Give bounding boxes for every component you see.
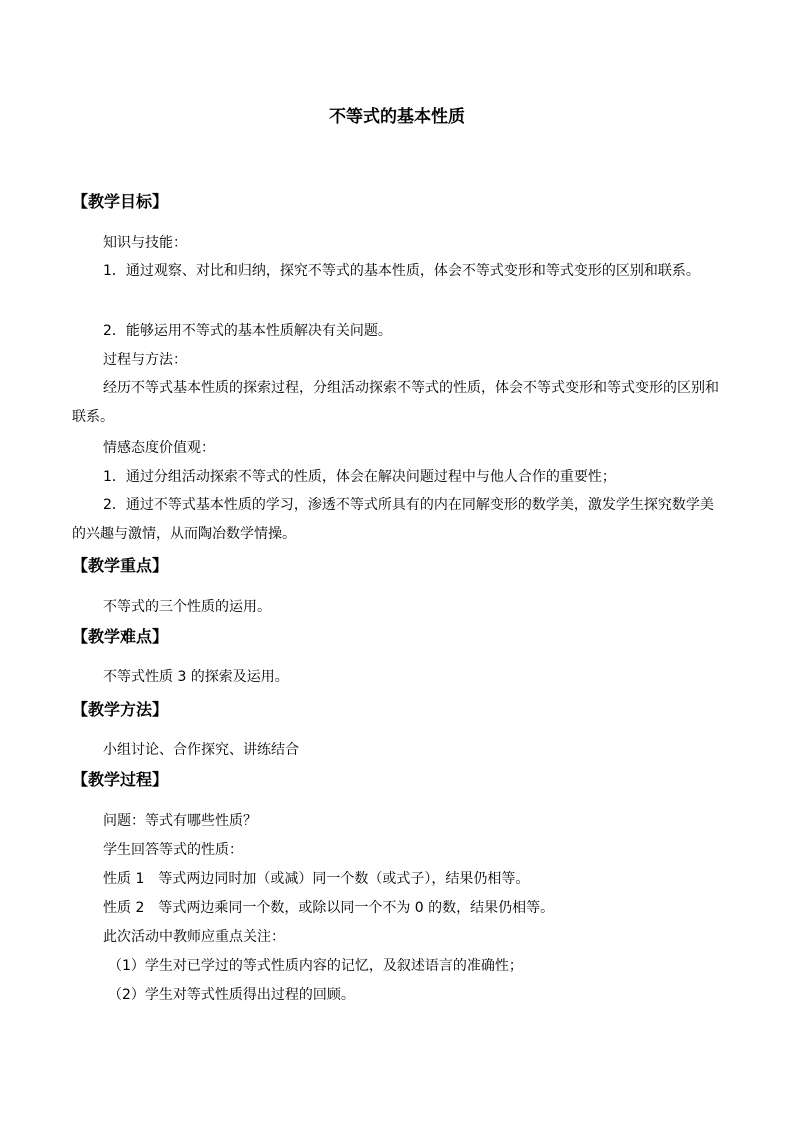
process-answer-intro: 学生回答等式的性质： [103, 842, 243, 858]
focus-item-2: （2）学生对等式性质得出过程的回顾。 [108, 987, 355, 1003]
difficulties-text: 不等式性质 3 的探索及运用。 [103, 669, 289, 685]
heading-key-points: 【教学重点】 [72, 556, 169, 575]
paragraph-knowledge-2: 2．能够运用不等式的基本性质解决有关问题。 [103, 323, 392, 339]
paragraph-knowledge-1: 1．通过观察、对比和归纳，探究不等式的基本性质，体会不等式变形和等式变形的区别和联系。 [103, 263, 700, 279]
heading-teaching-goals: 【教学目标】 [72, 192, 169, 211]
focus-intro: 此次活动中教师应重点关注： [103, 929, 285, 945]
label-attitude-values: 情感态度价值观： [103, 440, 215, 456]
label-knowledge-skills: 知识与技能： [103, 235, 187, 251]
heading-methods: 【教学方法】 [72, 700, 169, 719]
property-1: 性质 1 等式两边同时加（或减）同一个数（或式子），结果仍相等。 [103, 871, 530, 887]
label-process-methods: 过程与方法： [103, 352, 187, 368]
paragraph-process: 经历不等式基本性质的探索过程，分组活动探索不等式的性质，体会不等式变形和等式变形的区别和联系。 [72, 380, 719, 425]
heading-difficulties: 【教学难点】 [72, 627, 169, 646]
document-title: 不等式的基本性质 [329, 107, 465, 127]
process-question: 问题：等式有哪些性质？ [103, 813, 257, 829]
key-points-text: 不等式的三个性质的运用。 [103, 599, 271, 615]
paragraph-attitude-1: 1．通过分组活动探索不等式的性质，体会在解决问题过程中与他人合作的重要性； [103, 469, 616, 485]
methods-text: 小组讨论、合作探究、讲练结合 [103, 742, 299, 758]
focus-item-1: （1）学生对已学过的等式性质内容的记忆，及叙述语言的准确性； [108, 958, 523, 974]
property-2: 性质 2 等式两边乘同一个数，或除以同一个不为 0 的数，结果仍相等。 [103, 900, 555, 916]
heading-process: 【教学过程】 [72, 770, 169, 789]
paragraph-attitude-2: 2．通过不等式基本性质的学习，渗透不等式所具有的内在同解变形的数学美，激发学生探究数学美的兴趣与激情，从而陶冶数学情操。 [72, 497, 714, 542]
